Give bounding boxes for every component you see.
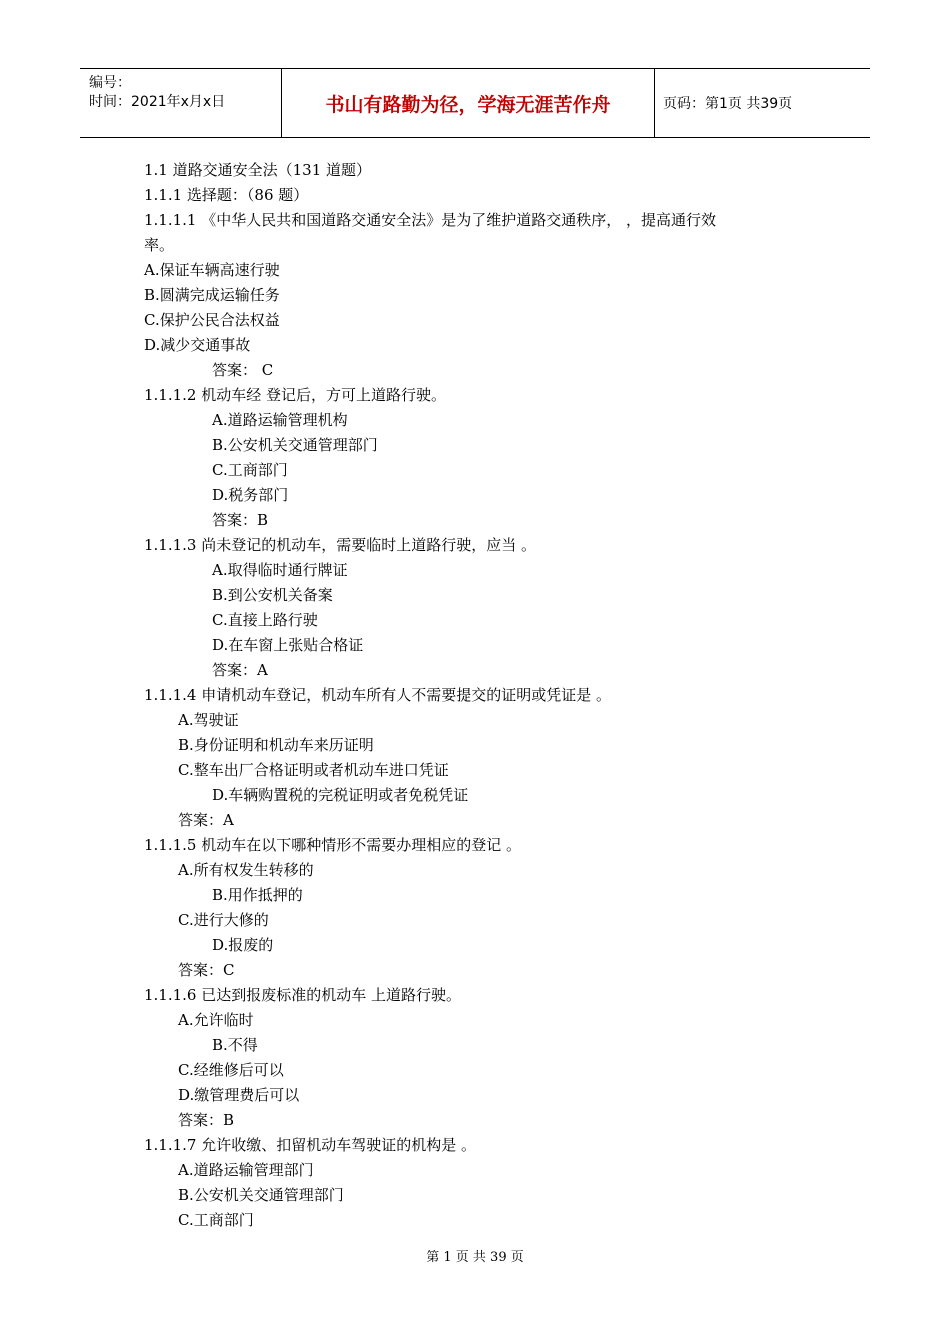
page-info-text: 页码：第1页 共39页 [663,96,793,112]
option-d: D.税务部门 [212,486,289,504]
option-c: C.保护公民合法权益 [144,311,280,329]
option-b: B.身份证明和机动车来历证明 [178,736,374,754]
option-a: A.道路运输管理部门 [178,1161,314,1179]
option-b: B.公安机关交通管理部门 [178,1186,344,1204]
option-a: A.所有权发生转移的 [178,861,314,879]
option-b: B.不得 [212,1036,258,1054]
answer: 答案：A [178,811,234,829]
option-b: B.到公安机关备案 [212,586,333,604]
question-text: 1.1.1.2 机动车经 登记后，方可上道路行驶。 [144,386,447,404]
option-b: B.圆满完成运输任务 [144,286,280,304]
option-a: A.道路运输管理机构 [212,411,348,429]
option-a: A.保证车辆高速行驶 [144,261,280,279]
question-text: 1.1.1.7 允许收缴、扣留机动车驾驶证的机构是 。 [144,1136,477,1154]
option-d: D.报废的 [212,936,274,954]
question-text: 1.1.1.5 机动车在以下哪种情形不需要办理相应的登记 。 [144,836,522,854]
option-d: D.减少交通事故 [144,336,251,354]
option-d: D.车辆购置税的完税证明或者免税凭证 [212,786,469,804]
answer: 答案： C [212,361,274,379]
answer: 答案：A [212,661,268,679]
option-c: C.工商部门 [178,1211,254,1229]
option-c: C.整车出厂合格证明或者机动车进口凭证 [178,761,449,779]
number-label: 编号： [89,75,131,91]
section-heading: 1.1 道路交通安全法（131 道题） [144,161,372,179]
answer: 答案：C [178,961,235,979]
header-left-cell [80,69,282,137]
option-a: A.取得临时通行牌证 [212,561,348,579]
question-text-continued: 率。 [144,236,175,254]
question-text: 1.1.1.6 已达到报废标准的机动车 上道路行驶。 [144,986,462,1004]
question-text: 1.1.1.4 申请机动车登记，机动车所有人不需要提交的证明或凭证是 。 [144,686,612,704]
option-c: C.工商部门 [212,461,288,479]
option-b: B.公安机关交通管理部门 [212,436,378,454]
option-a: A.允许临时 [178,1011,254,1029]
option-c: C.进行大修的 [178,911,269,929]
header-motto: 书山有路勤为径，学海无涯苦作舟 [282,69,655,137]
date-label: 时间：2021年x月x日 [89,94,226,110]
option-c: C.直接上路行驶 [212,611,318,629]
answer: 答案：B [212,511,269,529]
question-text: 1.1.1.1 《中华人民共和国道路交通安全法》是为了维护道路交通秩序， ，提高通行效 [144,211,717,229]
header-page-info [655,69,870,137]
option-b: B.用作抵押的 [212,886,303,904]
subsection-heading: 1.1.1 选择题：（86 题） [144,186,309,204]
option-c: C.经维修后可以 [178,1061,284,1079]
answer: 答案：B [178,1111,235,1129]
question-text: 1.1.1.3 尚未登记的机动车，需要临时上道路行驶，应当 。 [144,536,537,554]
page-header [80,68,870,138]
option-d: D.缴管理费后可以 [178,1086,300,1104]
option-d: D.在车窗上张贴合格证 [212,636,364,654]
page-footer: 第 1 页 共 39 页 [426,1250,524,1265]
option-a: A.驾驶证 [178,711,239,729]
